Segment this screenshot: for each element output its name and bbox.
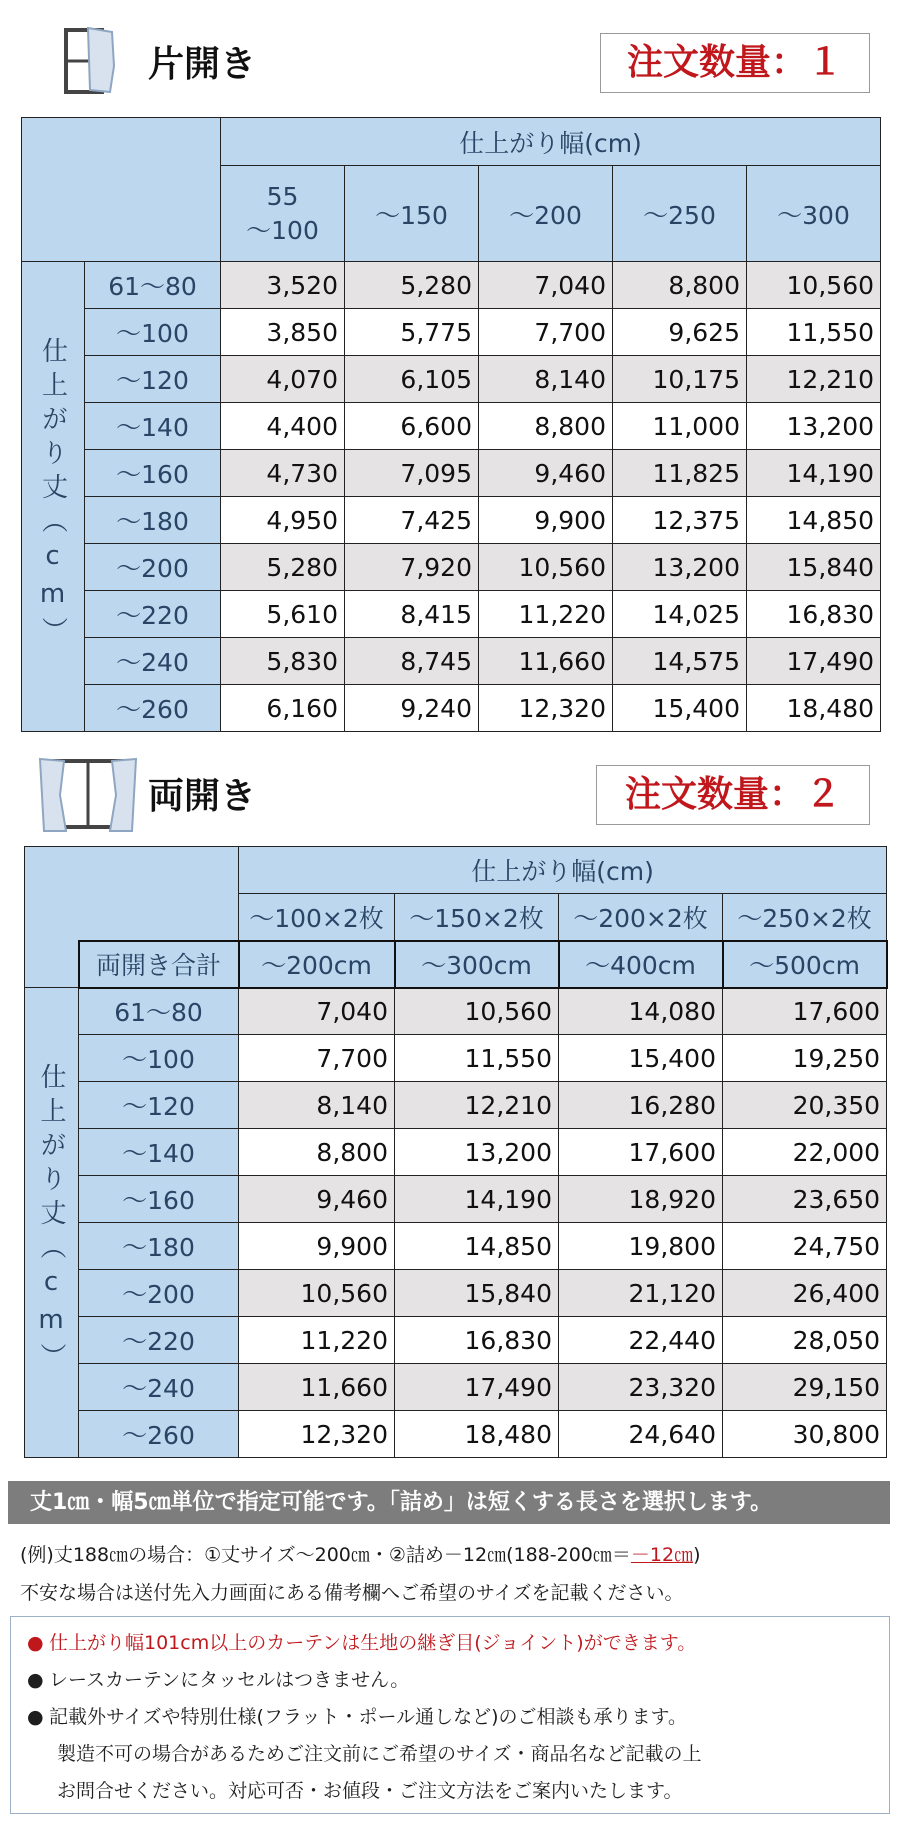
single-row-label: 61～80 xyxy=(85,262,221,309)
double-price-cell: 17,600 xyxy=(723,988,887,1035)
single-price-cell: 15,400 xyxy=(613,685,747,732)
double-width-header: 仕上がり幅(cm) xyxy=(239,847,887,894)
single-row xyxy=(22,685,881,732)
double-col-header: ～100×2枚 xyxy=(239,894,395,941)
single-price-cell: 10,560 xyxy=(747,262,881,309)
double-price-cell: 23,320 xyxy=(559,1364,723,1411)
single-window-icon xyxy=(58,26,120,96)
double-height-label: 仕上がり丈（cm） xyxy=(25,988,79,1458)
double-price-cell: 19,800 xyxy=(559,1223,723,1270)
double-row-label: ～200 xyxy=(79,1270,239,1317)
single-price-cell: 4,070 xyxy=(221,356,345,403)
remark-line: 不安な場合は送付先入力画面にある備考欄へご希望のサイズを記載ください。 xyxy=(20,1582,684,1604)
double-col-header: ～150×2枚 xyxy=(395,894,559,941)
double-price-cell: 24,750 xyxy=(723,1223,887,1270)
single-price-cell: 9,625 xyxy=(613,309,747,356)
double-row xyxy=(25,1223,887,1270)
double-price-cell: 14,850 xyxy=(395,1223,559,1270)
double-price-cell: 18,920 xyxy=(559,1176,723,1223)
double-row-label: 61～80 xyxy=(79,988,239,1035)
double-price-cell: 10,560 xyxy=(239,1270,395,1317)
note-item-joint: ● 仕上がり幅101cm以上のカーテンは生地の継ぎ目(ジョイント)ができます。 xyxy=(27,1625,873,1662)
single-col-header: ～150 xyxy=(345,166,479,262)
double-total-header: ～200cm xyxy=(239,941,395,988)
double-price-cell: 22,440 xyxy=(559,1317,723,1364)
single-price-cell: 7,425 xyxy=(345,497,479,544)
example-line xyxy=(20,1540,701,1567)
double-total-header: ～500cm xyxy=(723,941,887,988)
double-row xyxy=(25,1176,887,1223)
double-price-cell: 13,200 xyxy=(395,1129,559,1176)
single-price-cell: 5,610 xyxy=(221,591,345,638)
double-row-label: ～260 xyxy=(79,1411,239,1458)
double-price-cell: 9,900 xyxy=(239,1223,395,1270)
double-price-cell: 16,280 xyxy=(559,1082,723,1129)
double-total-header: ～400cm xyxy=(559,941,723,988)
double-price-cell: 21,120 xyxy=(559,1270,723,1317)
single-col-header: ～300 xyxy=(747,166,881,262)
single-price-cell: 6,105 xyxy=(345,356,479,403)
single-price-cell: 9,460 xyxy=(479,450,613,497)
double-price-cell: 19,250 xyxy=(723,1035,887,1082)
single-price-cell: 18,480 xyxy=(747,685,881,732)
single-corner-cell xyxy=(22,118,221,262)
single-price-cell: 4,730 xyxy=(221,450,345,497)
single-price-cell: 3,850 xyxy=(221,309,345,356)
single-row xyxy=(22,403,881,450)
single-row xyxy=(22,356,881,403)
single-price-cell: 7,920 xyxy=(345,544,479,591)
single-table-body xyxy=(22,262,881,732)
double-row-label: ～100 xyxy=(79,1035,239,1082)
double-order-quantity: 注文数量：２ xyxy=(596,765,870,825)
example-text: (例)丈188㎝の場合：①丈サイズ～200㎝・②詰め－12㎝(188-200㎝＝ xyxy=(20,1544,631,1566)
double-price-cell: 8,800 xyxy=(239,1129,395,1176)
double-row xyxy=(25,1317,887,1364)
single-price-cell: 8,800 xyxy=(479,403,613,450)
single-row-label: ～240 xyxy=(85,638,221,685)
double-price-cell: 12,320 xyxy=(239,1411,395,1458)
single-price-cell: 6,160 xyxy=(221,685,345,732)
single-row-label: ～200 xyxy=(85,544,221,591)
double-price-cell: 28,050 xyxy=(723,1317,887,1364)
single-price-cell: 4,400 xyxy=(221,403,345,450)
single-row-label: ～260 xyxy=(85,685,221,732)
double-price-cell: 17,600 xyxy=(559,1129,723,1176)
single-price-cell: 7,095 xyxy=(345,450,479,497)
double-price-cell: 11,550 xyxy=(395,1035,559,1082)
double-price-cell: 15,400 xyxy=(559,1035,723,1082)
bullet-icon: ● xyxy=(27,1632,44,1654)
single-price-cell: 14,025 xyxy=(613,591,747,638)
single-price-cell: 8,800 xyxy=(613,262,747,309)
double-row-label: ～180 xyxy=(79,1223,239,1270)
single-row-label: ～120 xyxy=(85,356,221,403)
single-price-cell: 14,190 xyxy=(747,450,881,497)
double-row-label: ～160 xyxy=(79,1176,239,1223)
double-price-cell: 14,080 xyxy=(559,988,723,1035)
note-item-custom-cont: 製造不可の場合があるためご注文前にご希望のサイズ・商品名など記載の上 xyxy=(57,1743,702,1765)
double-row-label: ～220 xyxy=(79,1317,239,1364)
single-price-cell: 9,240 xyxy=(345,685,479,732)
notes-box xyxy=(10,1616,890,1814)
double-row xyxy=(25,1035,887,1082)
single-price-cell: 17,490 xyxy=(747,638,881,685)
single-price-cell: 14,850 xyxy=(747,497,881,544)
single-section xyxy=(0,0,900,740)
info-bar: 丈1㎝・幅5㎝単位で指定可能です。「詰め」は短くする長さを選択します。 xyxy=(8,1481,890,1524)
single-row-label: ～220 xyxy=(85,591,221,638)
double-section xyxy=(0,740,900,1470)
double-col-header: ～200×2枚 xyxy=(559,894,723,941)
single-price-cell: 11,220 xyxy=(479,591,613,638)
note-item-custom-cont: お問合せください。対応可否・お値段・ご注文方法をご案内いたします。 xyxy=(57,1780,683,1802)
single-col-header: ～200 xyxy=(479,166,613,262)
double-price-cell: 22,000 xyxy=(723,1129,887,1176)
double-table-body xyxy=(25,988,887,1458)
single-price-cell: 8,140 xyxy=(479,356,613,403)
example-end: ) xyxy=(693,1544,701,1566)
single-price-cell: 11,660 xyxy=(479,638,613,685)
single-price-cell: 9,900 xyxy=(479,497,613,544)
single-price-cell: 7,700 xyxy=(479,309,613,356)
double-row xyxy=(25,988,887,1035)
double-row xyxy=(25,1411,887,1458)
single-row-label: ～140 xyxy=(85,403,221,450)
single-price-cell: 13,200 xyxy=(613,544,747,591)
single-row-label: ～160 xyxy=(85,450,221,497)
single-price-cell: 12,375 xyxy=(613,497,747,544)
double-row-label: ～120 xyxy=(79,1082,239,1129)
single-price-cell: 16,830 xyxy=(747,591,881,638)
single-row xyxy=(22,309,881,356)
double-row-label: ～140 xyxy=(79,1129,239,1176)
double-price-cell: 20,350 xyxy=(723,1082,887,1129)
single-price-table xyxy=(21,117,881,732)
double-price-cell: 7,700 xyxy=(239,1035,395,1082)
single-price-cell: 11,000 xyxy=(613,403,747,450)
double-price-cell: 11,220 xyxy=(239,1317,395,1364)
single-price-cell: 11,825 xyxy=(613,450,747,497)
single-width-header: 仕上がり幅(cm) xyxy=(221,118,881,166)
single-order-quantity: 注文数量：１ xyxy=(600,33,870,93)
single-price-cell: 7,040 xyxy=(479,262,613,309)
single-price-cell: 13,200 xyxy=(747,403,881,450)
single-price-cell: 12,210 xyxy=(747,356,881,403)
double-price-cell: 26,400 xyxy=(723,1270,887,1317)
double-price-cell: 17,490 xyxy=(395,1364,559,1411)
single-col-header: 55 ～100 xyxy=(221,166,345,262)
double-price-cell: 7,040 xyxy=(239,988,395,1035)
double-price-table xyxy=(24,846,888,1458)
single-row-label: ～100 xyxy=(85,309,221,356)
double-window-icon xyxy=(38,755,138,835)
single-row xyxy=(22,450,881,497)
double-price-cell: 18,480 xyxy=(395,1411,559,1458)
single-price-cell: 5,280 xyxy=(221,544,345,591)
double-col-header: ～250×2枚 xyxy=(723,894,887,941)
note-item-custom: ● 記載外サイズや特別仕様(フラット・ポール通しなど)のご相談も承ります。 xyxy=(27,1699,873,1736)
single-row xyxy=(22,591,881,638)
single-row xyxy=(22,262,881,309)
double-price-cell: 10,560 xyxy=(395,988,559,1035)
single-price-cell: 5,830 xyxy=(221,638,345,685)
double-title: 両開き xyxy=(148,776,257,817)
double-price-cell: 14,190 xyxy=(395,1176,559,1223)
single-price-cell: 12,320 xyxy=(479,685,613,732)
bullet-icon: ● xyxy=(27,1706,44,1728)
single-height-label: 仕上がり丈（cm） xyxy=(22,262,85,732)
single-row xyxy=(22,638,881,685)
double-corner-cell xyxy=(25,941,79,988)
single-title: 片開き xyxy=(148,44,257,85)
double-price-cell: 24,640 xyxy=(559,1411,723,1458)
double-price-cell: 8,140 xyxy=(239,1082,395,1129)
single-row xyxy=(22,544,881,591)
double-corner-cell xyxy=(25,847,239,894)
note-item-tassel: ● レースカーテンにタッセルはつきません。 xyxy=(27,1662,873,1699)
double-price-cell: 15,840 xyxy=(395,1270,559,1317)
single-row xyxy=(22,497,881,544)
double-price-cell: 30,800 xyxy=(723,1411,887,1458)
single-col-header: ～250 xyxy=(613,166,747,262)
double-price-cell: 12,210 xyxy=(395,1082,559,1129)
single-price-cell: 11,550 xyxy=(747,309,881,356)
single-price-cell: 10,560 xyxy=(479,544,613,591)
bullet-icon: ● xyxy=(27,1669,44,1691)
single-price-cell: 10,175 xyxy=(613,356,747,403)
single-price-cell: 5,775 xyxy=(345,309,479,356)
double-price-cell: 11,660 xyxy=(239,1364,395,1411)
double-row xyxy=(25,1364,887,1411)
double-total-header: ～300cm xyxy=(395,941,559,988)
double-price-cell: 9,460 xyxy=(239,1176,395,1223)
single-row-label: ～180 xyxy=(85,497,221,544)
single-price-cell: 14,575 xyxy=(613,638,747,685)
double-price-cell: 16,830 xyxy=(395,1317,559,1364)
single-price-cell: 15,840 xyxy=(747,544,881,591)
single-price-cell: 4,950 xyxy=(221,497,345,544)
double-row xyxy=(25,1270,887,1317)
double-price-cell: 23,650 xyxy=(723,1176,887,1223)
single-price-cell: 5,280 xyxy=(345,262,479,309)
double-price-cell: 29,150 xyxy=(723,1364,887,1411)
single-price-cell: 8,745 xyxy=(345,638,479,685)
single-price-cell: 8,415 xyxy=(345,591,479,638)
single-price-cell: 3,520 xyxy=(221,262,345,309)
double-total-label: 両開き合計 xyxy=(79,941,239,988)
double-row xyxy=(25,1082,887,1129)
double-row xyxy=(25,1129,887,1176)
double-corner-cell xyxy=(25,894,239,941)
single-price-cell: 6,600 xyxy=(345,403,479,450)
example-highlight: －12㎝ xyxy=(630,1544,694,1566)
double-row-label: ～240 xyxy=(79,1364,239,1411)
